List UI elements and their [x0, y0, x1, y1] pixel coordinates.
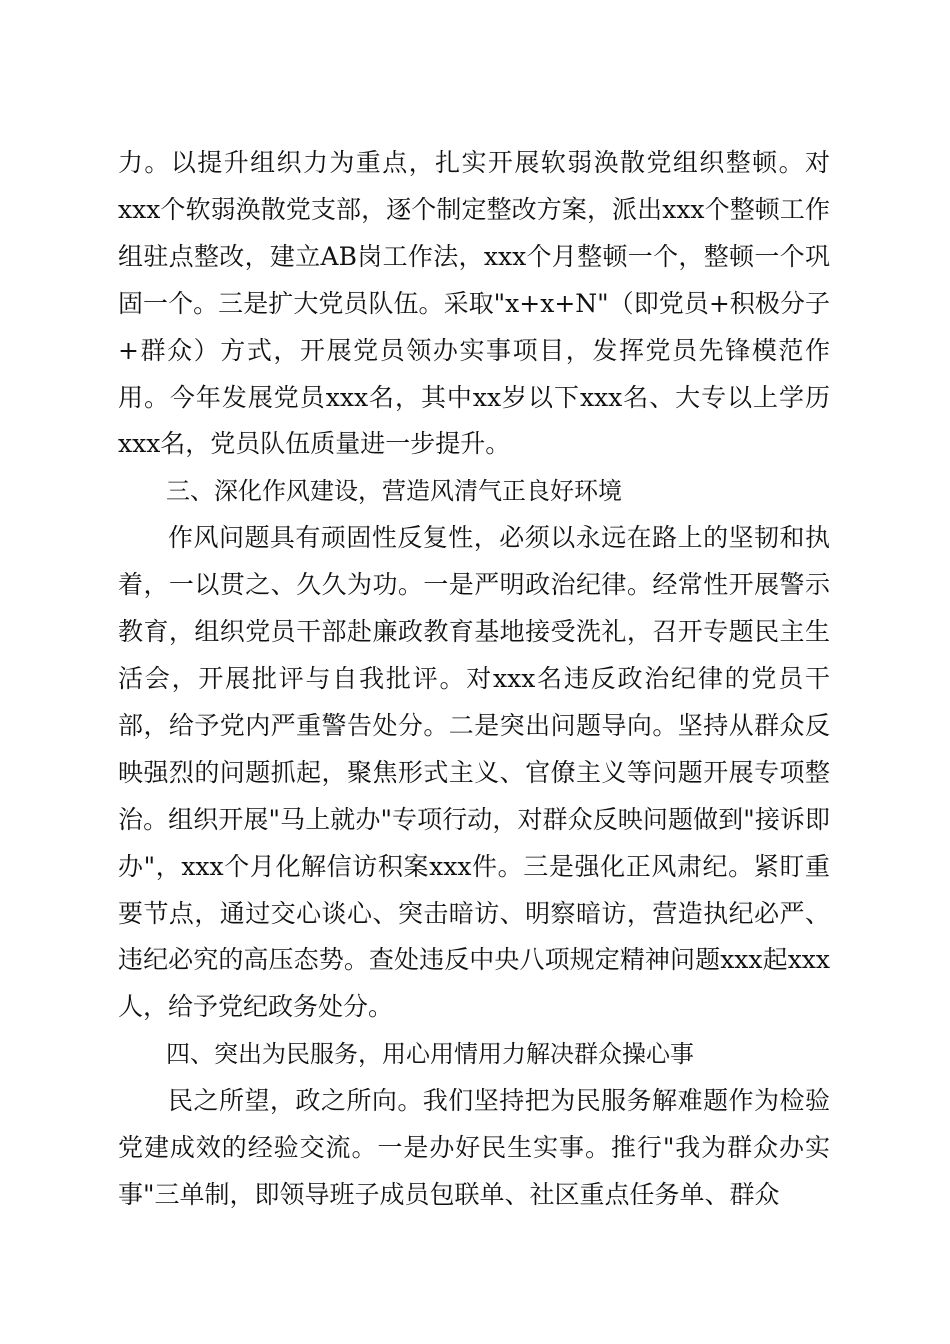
section-heading-3: 三、深化作风建设，营造风清气正良好环境	[166, 477, 622, 506]
body-paragraph-section-3: 作风问题具有顽固性反复性，必须以永远在路上的坚韧和执着，一以贯之、久久为功。一是严明政治纪律。经常性开展警示教育，组织党员干部赴廉政教育基地接受洗礼，召开专题民主生活会，开展批评与自我批评。对xxx名违反政治纪律的党员干部，给予党内严重警告处分。二是突出问题导向。坚持从群众反映强烈的问题抓起，聚焦形式主义、官僚主义等问题开展专项整治。组织开展"马上就办"专项行动，对群众反映问题做到"接诉即办"，xxx个月化解信访积案xxx件。三是强化正风肃纪。紧盯重要节点，通过交心谈心、突击暗访、明察暗访，营造执纪必严、违纪必究的高压态势。查处违反中央八项规定精神问题xxx起xxx人，给予党纪政务处分。	[118, 523, 830, 1022]
section-heading-4: 四、突出为民服务，用心用情用力解决群众操心事	[166, 1040, 694, 1069]
document-page	[118, 140, 830, 1219]
body-paragraph-continued: 力。以提升组织力为重点，扎实开展软弱涣散党组织整顿。对xxx个软弱涣散党支部，逐个制定整改方案，派出xxx个整顿工作组驻点整改，建立AB岗工作法，xxx个月整顿一个，整顿一个巩固一个。三是扩大党员队伍。采取"x+x+N"（即党员+积极分子+群众）方式，开展党员领办实事项目，发挥党员先锋模范作用。今年发展党员xxx名，其中xx岁以下xxx名、大专以上学历xxx名，党员队伍质量进一步提升。	[118, 148, 830, 459]
body-paragraph-section-4: 民之所望，政之所向。我们坚持把为民服务解难题作为检验党建成效的经验交流。一是办好民生实事。推行"我为群众办实事"三单制，即领导班子成员包联单、社区重点任务单、群众	[118, 1086, 830, 1209]
